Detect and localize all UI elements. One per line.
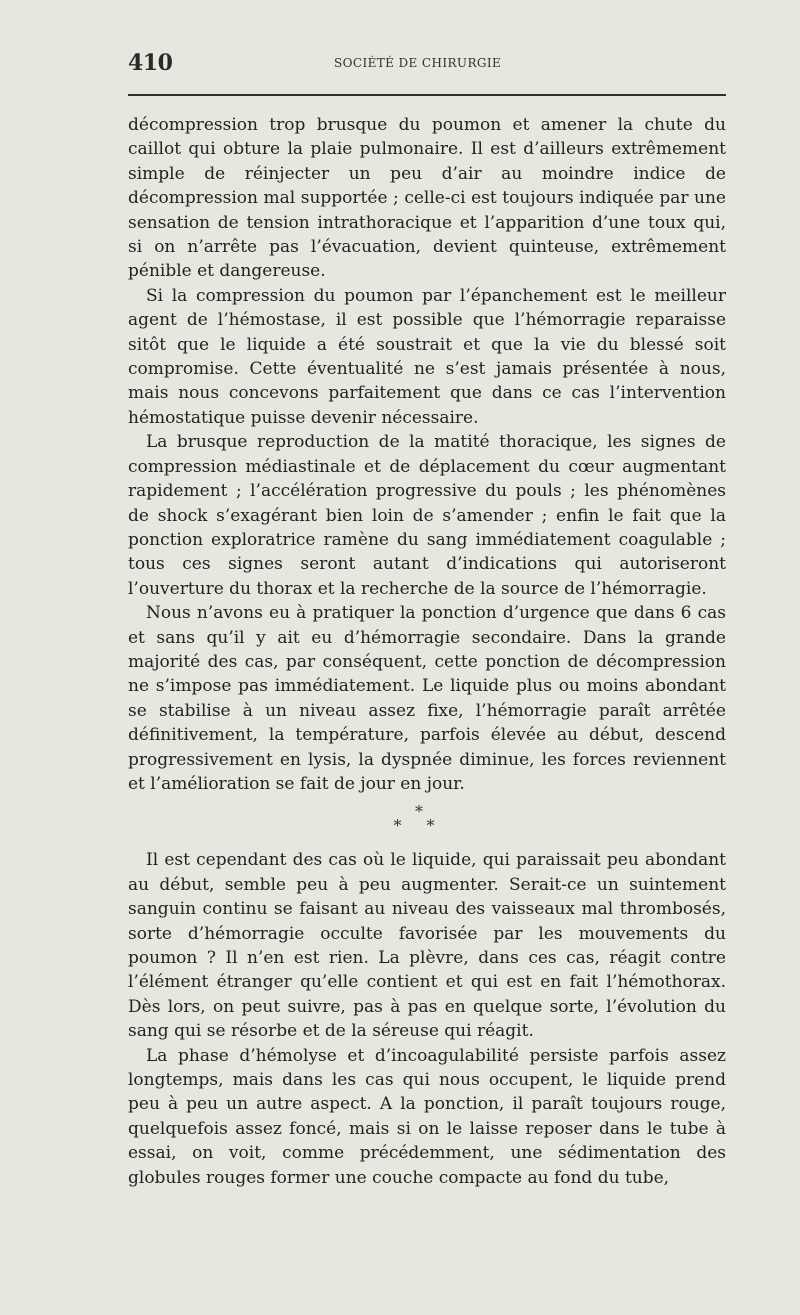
page-header xyxy=(128,50,726,78)
section-separator xyxy=(128,796,726,848)
body-text xyxy=(128,113,726,1190)
paragraph-1: décompression trop brusque du poumon et amener la chute du caillot qui obture la plaie pulmonaire. Il est d’ailleurs extrêmement simple de réinjecter un peu d’air au moindre indice de décompression mal supportée ; celle-ci est toujours indiquée par une sensation de tension intrathoracique et l’apparition d’une toux qui, si on n’arrête pas l’évacuation, devient quinteuse, extrêmement pénible et dangereuse. xyxy=(128,115,726,282)
paragraph-3: La brusque reproduction de la matité thoracique, les signes de compression médiastinale et de déplacement du cœur augmentant rapidement ; l’accélération progressive du pouls ; les phénomènes de shock s’exagérant bien loin de s’amender ; enfin le fait que la ponction exploratrice ramène du sang immédiatement coagulable ; tous ces signes seront autant d’indications qui autoriseront l’ouverture du thorax et la recherche de la source de l’hémorragie. xyxy=(128,432,726,599)
paragraph-2: Si la compression du poumon par l’épanchement est le meilleur agent de l’hémostase, il est possible que l’hémorragie reparaisse sitôt que le liquide a été soustrait et que la vie du blessé soit compromise. Cette éventualité ne s’est jamais présentée à nous, mais nous concevons parfaitement que dans ce cas l’intervention hémostatique puisse devenir nécessaire. xyxy=(128,285,726,428)
running-head: SOCIÉTÉ DE CHIRURGIE xyxy=(334,56,502,70)
paragraph-4: Nous n’avons eu à pratiquer la ponction d’urgence que dans 6 cas et sans qu’il y ait eu d’hémorragie secondaire. Dans la grande majorité des cas, par conséquent, cette ponction de décompression ne s’impose pas immédiatement. Le liquide plus ou moins abondant se stabilise à un niveau assez fixe, l’hémorragie paraît arrêtée définitivement, la température, parfois élevée au début, descend progressivement en lysis, la dyspnée diminue, les forces reviennent et l’amélioration se fait de jour en jour. xyxy=(128,603,726,794)
asterism-top: * xyxy=(415,802,423,822)
paragraph-5: Il est cependant des cas où le liquide, qui paraissait peu abondant au début, semble peu à peu augmenter. Serait-ce un suintement sanguin continu se faisant au niveau des vaisseaux mal thrombosés, sorte d’hémorragie occulte favorisée par les mouvements du poumon ? Il n’en est rien. La plèvre, dans ces cas, réagit contre l’élément étranger qu’elle contient et qui est en fait l’hémothorax. Dès lors, on peut suivre, pas à pas en quelque sorte, l’évolution du sang qui se résorbe et de la séreuse qui réagit. xyxy=(128,850,726,1042)
header-rule xyxy=(128,94,726,96)
paragraph-6: La phase d’hémolyse et d’incoagulabilité persiste parfois assez longtemps, mais dans les cas qui nous occupent, le liquide prend peu à peu un autre aspect. A la ponction, il paraît toujours rouge, quelquefois assez foncé, mais si on le laisse reposer dans le tube à essai, on voit, comme précédemment, une sédimentation des globules rouges former une couche compacte au fond du tube, xyxy=(128,1045,726,1188)
page-number: 410 xyxy=(128,50,173,76)
asterism-bottom: * * xyxy=(393,816,445,836)
